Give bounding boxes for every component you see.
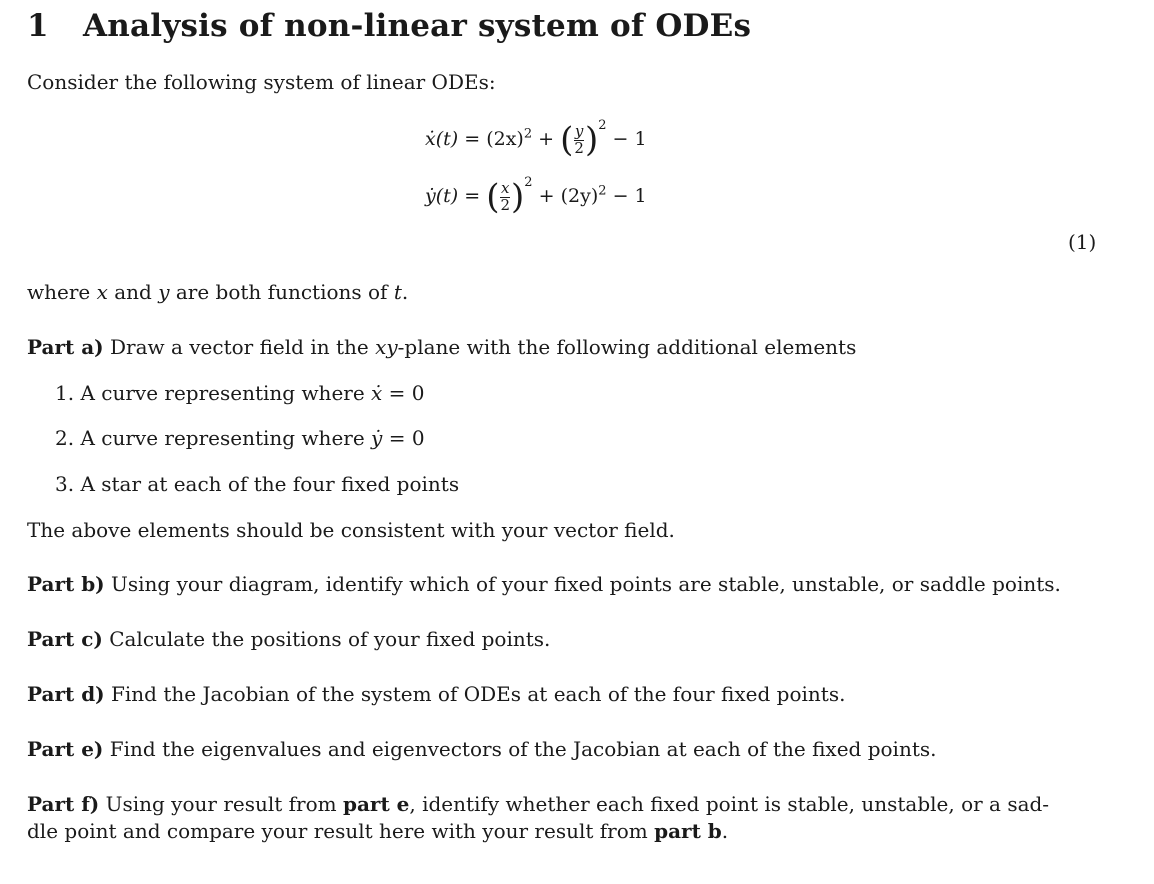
eq2-open-paren: ( bbox=[486, 177, 500, 217]
list-item-text: A curve representing where bbox=[80, 381, 372, 405]
eq2-close-paren: ) bbox=[511, 177, 525, 217]
part-d bbox=[27, 682, 845, 706]
where-var-t: t bbox=[393, 280, 402, 304]
part-e-label: Part e) bbox=[27, 737, 104, 761]
part-e bbox=[27, 737, 936, 761]
where-text-d: . bbox=[401, 280, 409, 304]
list-item bbox=[55, 472, 459, 496]
where-text-c: are both functions of bbox=[169, 280, 394, 304]
part-b bbox=[27, 572, 1061, 596]
where-text-b: and bbox=[107, 280, 159, 304]
part-a bbox=[27, 335, 856, 359]
list-item-tail: = 0 bbox=[382, 381, 425, 405]
part-f-line1-pre: Using your result from bbox=[99, 792, 343, 816]
part-d-label: Part d) bbox=[27, 682, 105, 706]
where-text bbox=[27, 280, 408, 304]
eq1-frac-num: y bbox=[574, 121, 584, 140]
part-f-label: Part f) bbox=[27, 792, 100, 816]
eq2-frac-num: x bbox=[501, 178, 510, 197]
part-b-label: Part b) bbox=[27, 572, 105, 596]
eq1-term1-exp: 2 bbox=[523, 126, 533, 142]
eq1-open-paren: ( bbox=[560, 120, 574, 160]
part-e-text: Find the eigenvalues and eigenvectors of the Jacobian at each of the fixed points. bbox=[103, 737, 937, 761]
where-text-a: where bbox=[27, 280, 97, 304]
equation-1 bbox=[425, 118, 647, 160]
eq2-term2: (2y) bbox=[560, 185, 599, 207]
list-item-var: ẏ bbox=[371, 426, 383, 450]
part-f-line2 bbox=[27, 819, 728, 843]
part-f-ref-part-b: part b bbox=[654, 819, 722, 843]
section-title: Analysis of non-linear system of ODEs bbox=[83, 8, 752, 44]
list-item-number: 1. bbox=[55, 381, 75, 405]
eq1-frac-den: 2 bbox=[574, 138, 584, 157]
eq1-plus: + bbox=[538, 128, 555, 150]
equation-2 bbox=[425, 175, 647, 217]
eq1-term1: (2x) bbox=[486, 128, 524, 150]
intro-text: Consider the following system of linear ODEs: bbox=[27, 70, 496, 94]
list-item-var: ẋ bbox=[371, 381, 383, 405]
part-f-line1 bbox=[27, 792, 1049, 816]
consistency-note: The above elements should be consistent with your vector field. bbox=[27, 518, 675, 542]
eq1-tail: − 1 bbox=[612, 128, 647, 150]
list-item-text: A star at each of the four fixed points bbox=[80, 472, 460, 496]
eq2-fraction bbox=[500, 178, 511, 214]
eq2-tail: − 1 bbox=[612, 185, 647, 207]
part-a-xy: xy bbox=[375, 335, 398, 359]
part-c-text: Calculate the positions of your fixed points. bbox=[102, 627, 551, 651]
eq2-frac-den: 2 bbox=[500, 195, 511, 214]
section-heading bbox=[27, 8, 751, 44]
part-c bbox=[27, 627, 550, 651]
eq2-plus: + bbox=[538, 185, 555, 207]
eq2-term2-exp: 2 bbox=[598, 183, 607, 199]
eq2-frac-exp: 2 bbox=[524, 175, 533, 190]
where-var-x: x bbox=[96, 280, 108, 304]
part-a-text-pre: Draw a vector field in the bbox=[103, 335, 376, 359]
eq1-close-paren: ) bbox=[584, 120, 599, 160]
list-item bbox=[55, 426, 425, 450]
part-a-text-post: -plane with the following additional elements bbox=[397, 335, 857, 359]
eq1-frac-exp: 2 bbox=[598, 118, 607, 133]
list-item bbox=[55, 381, 425, 405]
list-item-text: A curve representing where bbox=[80, 426, 372, 450]
eq1-lhs: ẋ(t) = bbox=[425, 128, 481, 150]
part-c-label: Part c) bbox=[27, 627, 103, 651]
list-item-number: 3. bbox=[55, 472, 75, 496]
equation-number: (1) bbox=[1068, 230, 1097, 254]
part-b-text: Using your diagram, identify which of your fixed points are stable, unstable, or saddle points. bbox=[104, 572, 1061, 596]
part-d-text: Find the Jacobian of the system of ODEs at each of the four fixed points. bbox=[104, 682, 846, 706]
part-f-line2-post: . bbox=[721, 819, 729, 843]
section-number: 1 bbox=[27, 8, 49, 44]
eq2-lhs: ẏ(t) = bbox=[425, 185, 481, 207]
where-var-y: y bbox=[158, 280, 170, 304]
part-a-label: Part a) bbox=[27, 335, 104, 359]
list-item-number: 2. bbox=[55, 426, 75, 450]
part-f-ref-part-e: part e bbox=[342, 792, 410, 816]
part-f-line1-post: , identify whether each fixed point is stable, unstable, or a sad- bbox=[409, 792, 1050, 816]
part-f-line2-pre: dle point and compare your result here with your result from bbox=[27, 819, 655, 843]
list-item-tail: = 0 bbox=[382, 426, 425, 450]
eq1-fraction bbox=[574, 121, 584, 157]
